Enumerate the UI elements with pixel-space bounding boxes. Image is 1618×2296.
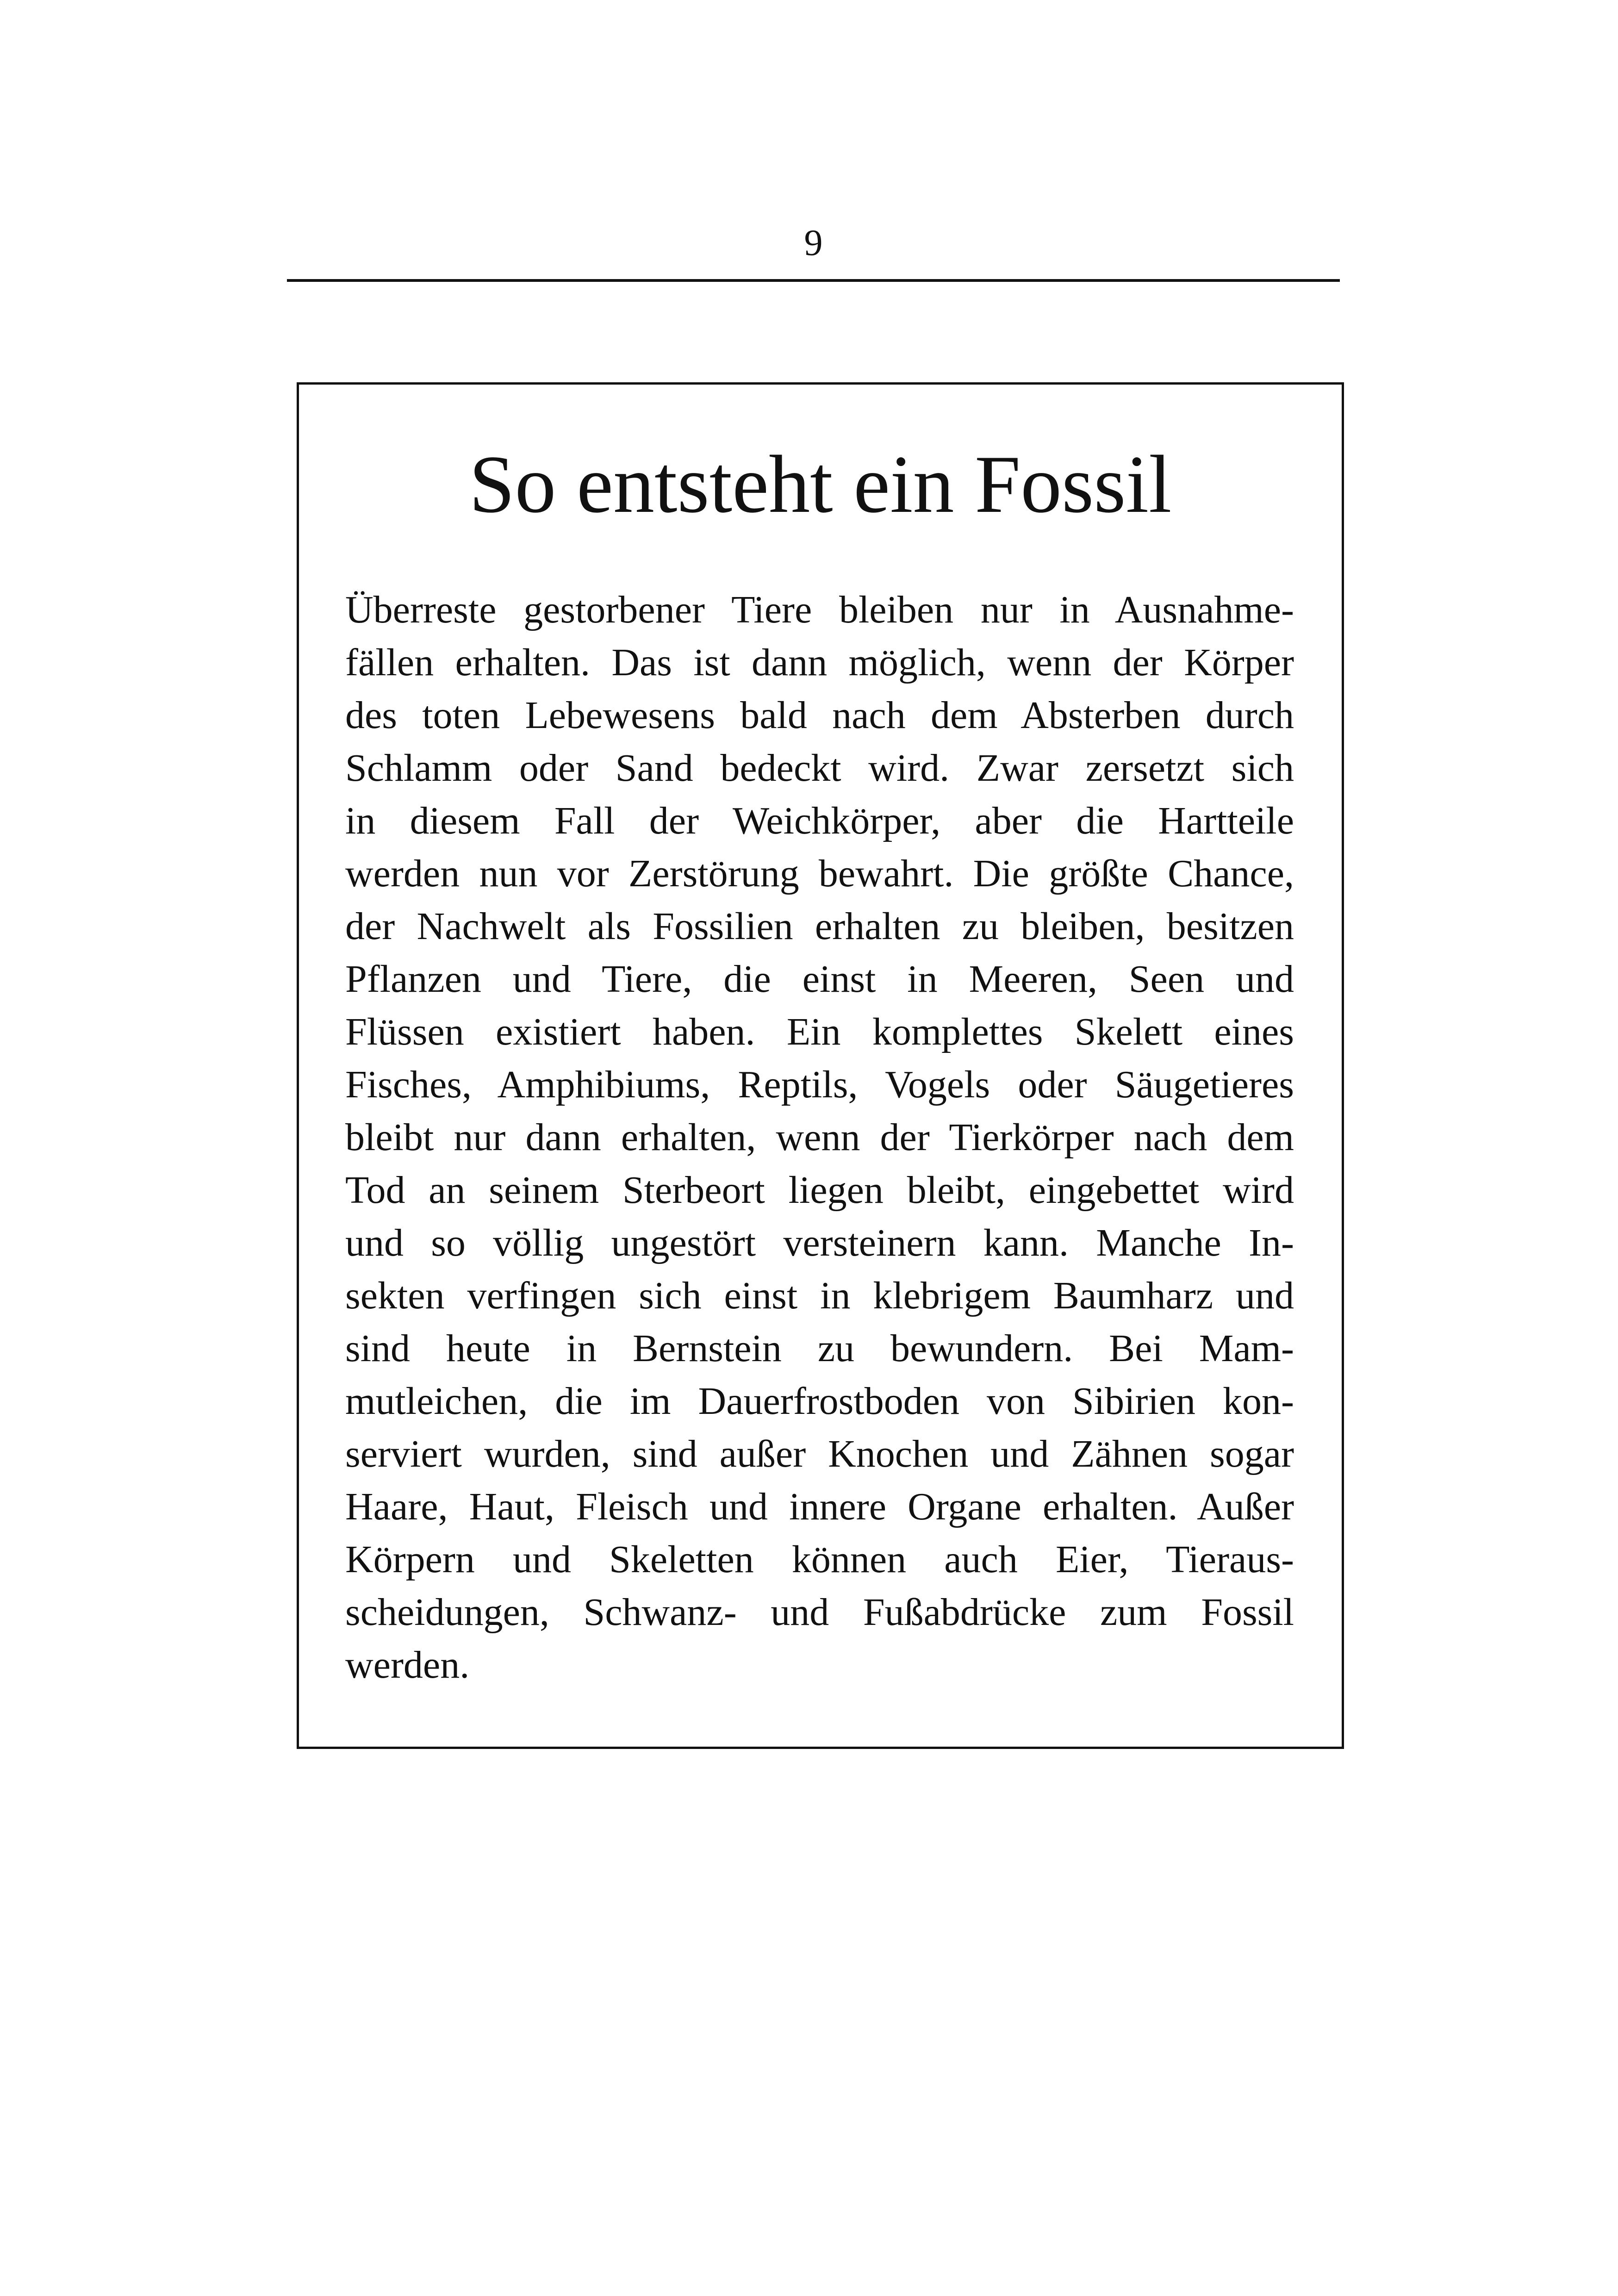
body-line: der Nachwelt als Fossilien erhalten zu bleiben, besitzen	[345, 905, 1294, 948]
body-line: serviert wurden, sind außer Knochen und Zähnen sogar	[345, 1432, 1294, 1475]
body-line: scheidungen, Schwanz- und Fußabdrücke zum Fossil	[345, 1591, 1294, 1634]
box-body	[345, 584, 1294, 1692]
body-line: fällen erhalten. Das ist dann möglich, wenn der Körper	[345, 641, 1294, 684]
page-number: 9	[804, 223, 823, 263]
body-line: werden nun vor Zerstörung bewahrt. Die größte Chance,	[345, 852, 1294, 895]
body-line: bleibt nur dann erhalten, wenn der Tierkörper nach dem	[345, 1116, 1294, 1159]
body-line: Schlamm oder Sand bedeckt wird. Zwar zersetzt sich	[345, 747, 1294, 790]
body-line: mutleichen, die im Dauerfrostboden von Sibirien kon-	[345, 1380, 1294, 1423]
body-line: Überreste gestorbener Tiere bleiben nur in Ausnahme-	[345, 588, 1294, 631]
info-box	[297, 382, 1344, 1749]
body-line: Flüssen existiert haben. Ein komplettes Skelett eines	[345, 1010, 1294, 1053]
body-line: sind heute in Bernstein zu bewundern. Bei Mam-	[345, 1327, 1294, 1370]
body-line: Fisches, Amphibiums, Reptils, Vogels oder Säugetieres	[345, 1063, 1294, 1106]
body-line: in diesem Fall der Weichkörper, aber die Hartteile	[345, 799, 1294, 842]
body-line: Körpern und Skeletten können auch Eier, Tieraus-	[345, 1538, 1294, 1581]
body-line: Tod an seinem Sterbeort liegen bleibt, eingebettet wird	[345, 1169, 1294, 1212]
body-line: des toten Lebewesens bald nach dem Absterben durch	[345, 694, 1294, 737]
body-line: und so völlig ungestört versteinern kann. Manche In-	[345, 1221, 1294, 1264]
header-rule	[287, 279, 1340, 282]
body-line: werden.	[345, 1643, 470, 1686]
body-line: sekten verfingen sich einst in klebrigem Baumharz und	[345, 1274, 1294, 1317]
box-title: So entsteht ein Fossil	[469, 438, 1172, 530]
body-line: Pflanzen und Tiere, die einst in Meeren, Seen und	[345, 958, 1294, 1001]
body-line: Haare, Haut, Fleisch und innere Organe erhalten. Außer	[345, 1485, 1294, 1528]
